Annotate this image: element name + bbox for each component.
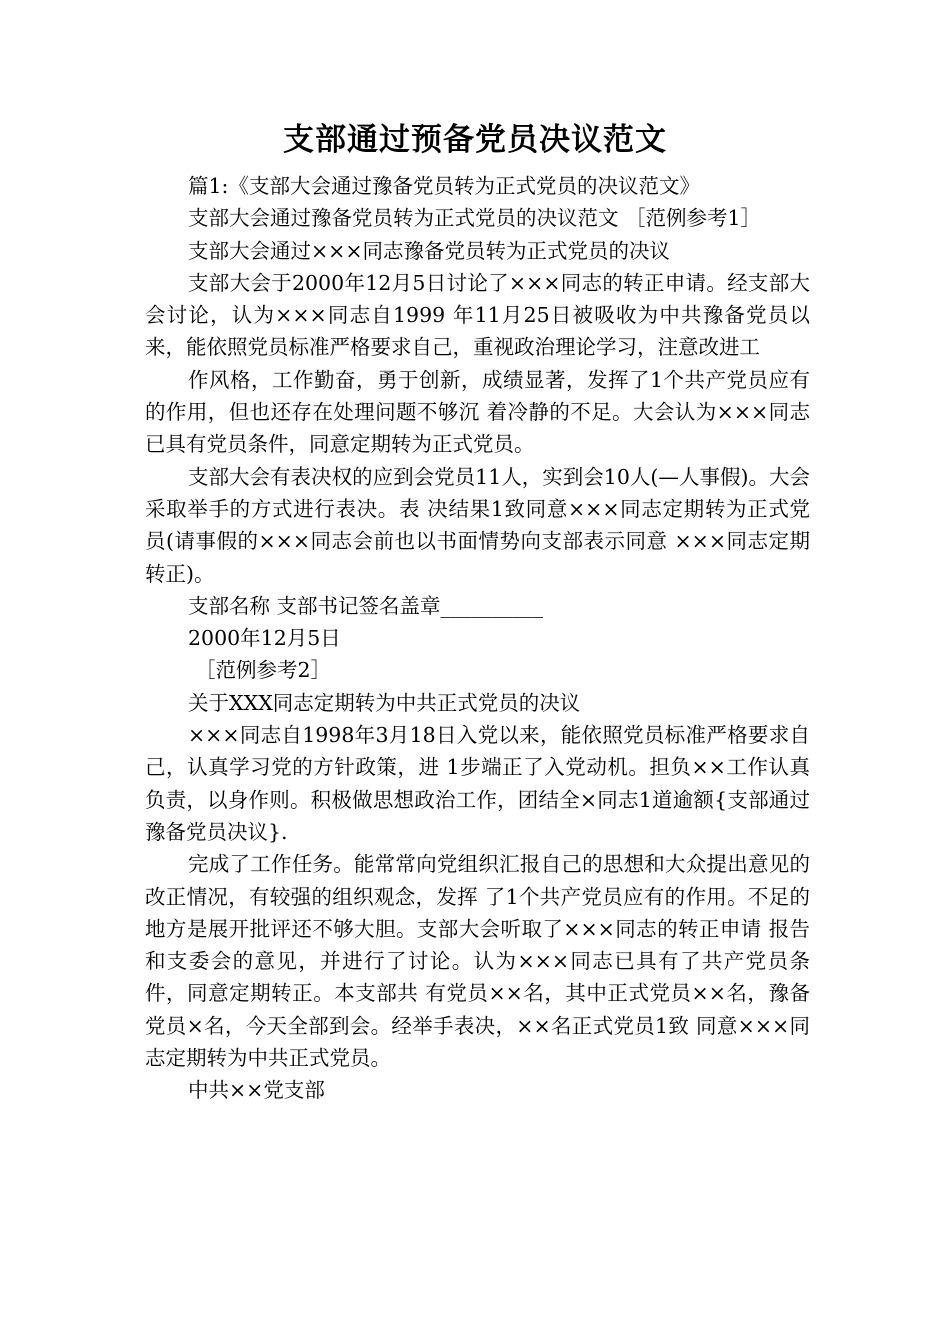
paragraph-resolution-title-2: 关于XXX同志定期转为中共正式党员的决议 — [188, 690, 581, 715]
paragraph-example-heading-1: 支部大会通过豫备党员转为正式党员的决议范文 ［范例参考1］ — [188, 206, 762, 231]
paragraph-article-heading: 篇1:《支部大会通过豫备党员转为正式党员的决议范文》 — [188, 174, 700, 198]
document-title: 支部通过预备党员决议范文 — [283, 122, 667, 158]
document-body — [145, 170, 810, 1107]
paragraph: ×××同志自1998年3月18日入党以来，能依照党员标准严格要求自己，认真学习党的方针政策，进 1步端正了入党动机。担负××工作认真负责，以身作则。积极做思想政治工作，团结全×同志1道逾额{支部通过豫备党员决议}. — [145, 723, 810, 844]
paragraph: 支部大会于2000年12月5日讨论了×××同志的转正申请。经支部大会讨论，认为×××同志自1999 年11月25日被吸收为中共豫备党员以来，能依照党员标准严格要求自己，重视政治理论学习，注意改进工 — [145, 270, 810, 360]
paragraph: 作风格，工作勤奋，勇于创新，成绩显著，发挥了1个共产党员应有的作用，但也还存在处理问题不够沉 着冷静的不足。大会认为×××同志已具有党员条件，同意定期转为正式党员。 — [145, 367, 810, 457]
paragraph: 支部大会有表决权的应到会党员11人，实到会10人(—人事假)。大会采取举手的方式进行表决。表 决结果1致同意×××同志定期转为正式党员(请事假的×××同志会前也以书面情势向支部表示同意 ×××同志定期转正)。 — [145, 464, 810, 586]
date-line: 2000年12月5日 — [188, 626, 341, 651]
signature-line: 支部名称 支部书记签名盖章__________ — [188, 593, 544, 618]
paragraph-resolution-title-1: 支部大会通过×××同志豫备党员转为正式党员的决议 — [188, 238, 671, 263]
paragraph: 完成了工作任务。能常常向党组织汇报自己的思想和大众提出意见的改正情况，有较强的组织观念，发挥 了1个共产党员应有的作用。不足的地方是展开批评还不够大胆。支部大会听取了×××同志的转正申请 报告和支委会的意见，并进行了讨论。认为×××同志已具有了共产党员条件，同意定期转正。本支部共 有党员××名，其中正式党员××名，豫备党员×名，今天全部到会。经举手表决，××名正式党员1致 同意×××同志定期转为中共正式党员。 — [145, 852, 810, 1071]
paragraph-example-heading-2: ［范例参考2］ — [195, 658, 332, 683]
party-branch-line: 中共××党支部 — [188, 1078, 325, 1103]
